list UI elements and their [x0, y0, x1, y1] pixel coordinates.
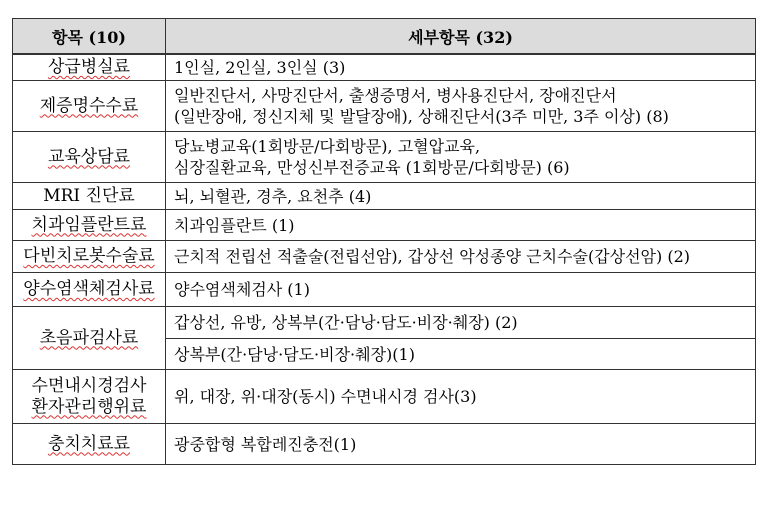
item-line: 환자관리행위료 [31, 396, 147, 417]
row-item: 교육상담료 [13, 132, 166, 183]
benefit-items-table [12, 18, 756, 465]
row-detail: 상복부(간·담낭·담도·비장·췌장)(1) [166, 339, 756, 370]
header-detail: 세부항목 (32) [166, 19, 756, 55]
table-row [13, 241, 756, 273]
row-detail: 광중합형 복합레진충전(1) [166, 424, 756, 465]
table-row [13, 54, 756, 81]
row-item: 다빈치로봇수술료 [13, 241, 166, 273]
table-row [13, 307, 756, 339]
row-detail: 1인실, 2인실, 3인실 (3) [166, 54, 756, 81]
row-detail [166, 81, 756, 132]
table-row [13, 132, 756, 183]
row-item: 제증명수수료 [13, 81, 166, 132]
table-row [13, 370, 756, 424]
header-item: 항목 (10) [13, 19, 166, 55]
table-row [13, 183, 756, 210]
row-detail: 양수염색체검사 (1) [166, 273, 756, 307]
detail-line: 심장질환교육, 만성신부전증교육 (1회방문/다회방문) (6) [174, 158, 570, 177]
row-detail: 근치적 전립선 적출술(전립선암), 갑상선 악성종양 근치수술(갑상선암) (2) [166, 241, 756, 273]
table-row [13, 81, 756, 132]
row-detail [166, 132, 756, 183]
row-item: 초음파검사료 [13, 307, 166, 370]
row-item: MRI 진단료 [13, 183, 166, 210]
row-item: 치과임플란트료 [13, 210, 166, 241]
detail-line: (일반장애, 정신지체 및 발달장애), 상해진단서(3주 미만, 3주 이상) (8) [174, 107, 669, 126]
table-header-row [13, 19, 756, 55]
table-row [13, 273, 756, 307]
row-detail: 갑상선, 유방, 상복부(간·담낭·담도·비장·췌장) (2) [166, 307, 756, 339]
row-item: 양수염색체검사료 [13, 273, 166, 307]
row-item: 상급병실료 [13, 54, 166, 81]
table-row [13, 210, 756, 241]
row-detail: 위, 대장, 위·대장(동시) 수면내시경 검사(3) [166, 370, 756, 424]
detail-line: 일반진단서, 사망진단서, 출생증명서, 병사용진단서, 장애진단서 [174, 86, 617, 105]
row-item: 충치치료료 [13, 424, 166, 465]
table-row [13, 424, 756, 465]
row-item [13, 370, 166, 424]
item-line: 수면내시경검사 [31, 375, 147, 396]
row-detail: 치과임플란트 (1) [166, 210, 756, 241]
row-detail: 뇌, 뇌혈관, 경추, 요천추 (4) [166, 183, 756, 210]
detail-line: 당뇨병교육(1회방문/다회방문), 고혈압교육, [174, 137, 481, 156]
